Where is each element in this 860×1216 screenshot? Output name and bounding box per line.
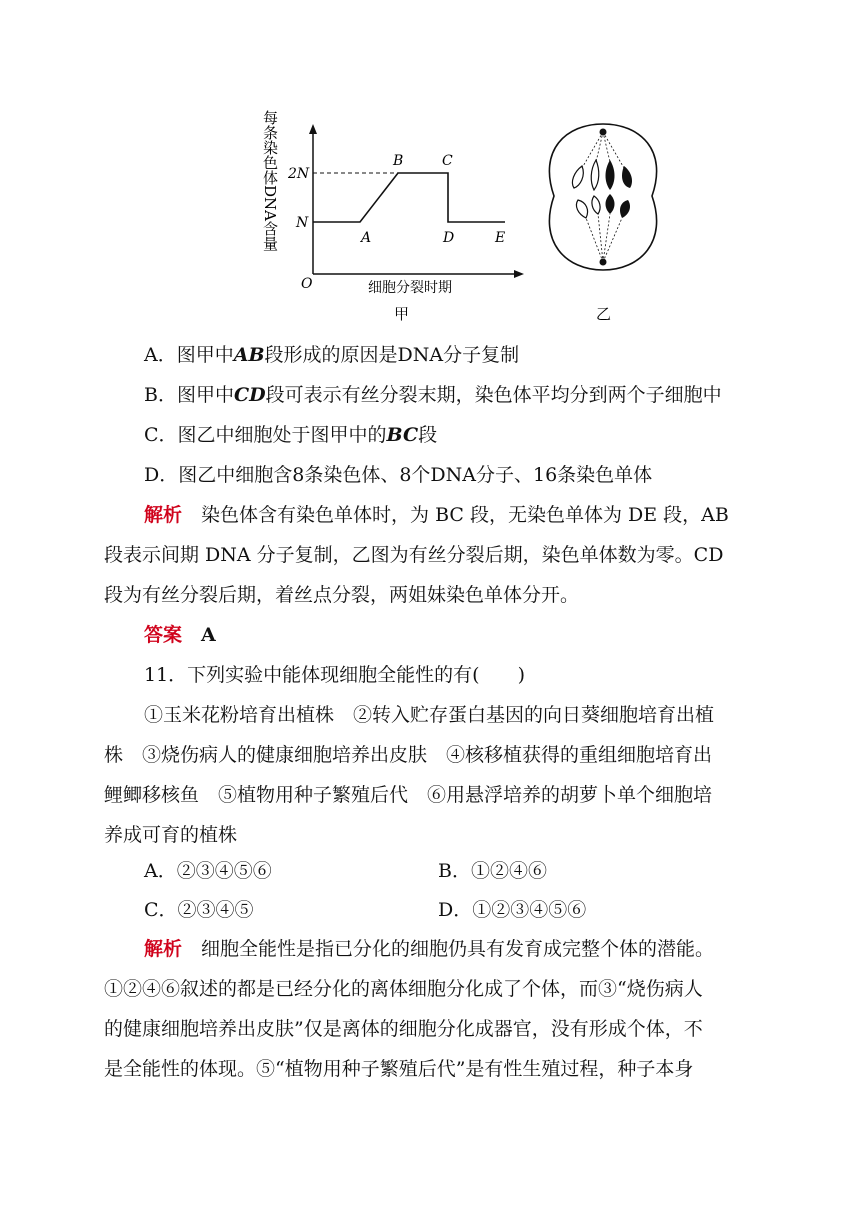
q11-body-line-4: 养成可育的植株 bbox=[104, 824, 238, 846]
graph-ylabel: 每条染色体DNA含量 bbox=[261, 110, 279, 251]
origin-label: O bbox=[301, 276, 313, 292]
dna-curve bbox=[313, 173, 505, 222]
q10-option-a bbox=[144, 335, 804, 375]
q11-options-row-1 bbox=[144, 851, 744, 891]
q11-option-a: A．②③④⑤⑥ bbox=[144, 860, 272, 882]
upper-chromosomes bbox=[572, 160, 632, 190]
q10-answer-value: A bbox=[201, 624, 216, 646]
cell-caption: 乙 bbox=[596, 305, 612, 323]
tick-2n: 2N bbox=[288, 166, 310, 182]
q11-option-b: B．①②④⑥ bbox=[438, 860, 547, 882]
q11-analysis-line-3: 的健康细胞培养出皮肤”仅是离体的细胞分化成器官，没有形成个体，不 bbox=[104, 1018, 703, 1040]
x-axis-arrow bbox=[514, 270, 524, 278]
q11-analysis-label: 解析 bbox=[144, 938, 183, 960]
q10-answer bbox=[144, 615, 804, 655]
q10-option-d: D．图乙中细胞含8条染色体、8个DNA分子、16条染色单体 bbox=[144, 464, 653, 486]
tick-n: N bbox=[296, 215, 309, 231]
q11-analysis-line-2: ①②④⑥叙述的都是已经分化的离体细胞分化成了个体，而③“烧伤病人 bbox=[104, 978, 703, 1000]
graph-caption: 甲 bbox=[394, 305, 410, 323]
q10-analysis-line-3: 段为有丝分裂后期，着丝点分裂，两姐妹染色单体分开。 bbox=[104, 584, 580, 606]
q10-analysis-line-2: 段表示间期 DNA 分子复制，乙图为有丝分裂后期，染色单体数为零。CD bbox=[104, 544, 724, 566]
figure-area bbox=[0, 0, 860, 330]
point-e: E bbox=[495, 230, 506, 246]
q10-option-a-pre: A．图甲中 bbox=[144, 344, 234, 366]
point-a: A bbox=[361, 230, 372, 246]
spindle-fibers bbox=[582, 132, 624, 262]
point-d: D bbox=[443, 230, 455, 246]
q10-analysis-text-1: 染色体含有染色单体时，为 BC 段，无染色单体为 DE 段，AB bbox=[201, 504, 729, 526]
q10-option-c-segment: BC bbox=[386, 424, 419, 446]
q11-option-c: C．②③④⑤ bbox=[144, 899, 254, 921]
q11-stem: 11．下列实验中能体现细胞全能性的有( ) bbox=[144, 664, 526, 686]
q10-option-c bbox=[144, 415, 804, 455]
q10-analysis-line-1 bbox=[144, 495, 804, 535]
q11-analysis-line-4: 是全能性的体现。⑤“植物用种子繁殖后代”是有性生殖过程，种子本身 bbox=[104, 1058, 694, 1080]
q10-option-c-post: 段 bbox=[418, 424, 438, 446]
q10-analysis-label: 解析 bbox=[144, 504, 183, 526]
q10-answer-label: 答案 bbox=[144, 624, 183, 646]
y-axis-arrow bbox=[309, 124, 317, 134]
q11-option-d: D．①②③④⑤⑥ bbox=[438, 899, 587, 921]
q11-options-row-2 bbox=[144, 890, 744, 930]
cell-membrane bbox=[549, 124, 656, 270]
lower-chromosomes bbox=[576, 194, 630, 218]
point-b: B bbox=[393, 153, 404, 169]
q10-option-b-post: 段可表示有丝分裂末期，染色体平均分到两个子细胞中 bbox=[265, 384, 722, 406]
point-c: C bbox=[442, 153, 453, 169]
q10-option-b-pre: B．图甲中 bbox=[144, 384, 234, 406]
dna-content-graph bbox=[261, 110, 524, 323]
q10-option-a-segment: AB bbox=[233, 344, 265, 366]
q10-option-c-pre: C．图乙中细胞处于图甲中的 bbox=[144, 424, 387, 446]
q11-body-line-3: 鲤鲫移核鱼 ⑤植物用种子繁殖后代 ⑥用悬浮培养的胡萝卜单个细胞培 bbox=[104, 784, 713, 806]
q10-option-b-segment: CD bbox=[233, 384, 266, 406]
q11-body-line-2: 株 ③烧伤病人的健康细胞培养出皮肤 ④核移植获得的重组细胞培育出 bbox=[104, 744, 713, 766]
q10-option-b bbox=[144, 375, 804, 415]
q10-option-a-post: 段形成的原因是DNA分子复制 bbox=[264, 344, 520, 366]
q11-analysis-text-1: 细胞全能性是指已分化的细胞仍具有发育成完整个体的潜能。 bbox=[201, 938, 715, 960]
q11-body-line-1: ①玉米花粉培育出植株 ②转入贮存蛋白基因的向日葵细胞培育出植 bbox=[144, 704, 715, 726]
q11-analysis-line-1 bbox=[144, 929, 804, 969]
anaphase-cell-diagram bbox=[549, 124, 656, 323]
graph-xlabel: 细胞分裂时期 bbox=[368, 280, 452, 296]
